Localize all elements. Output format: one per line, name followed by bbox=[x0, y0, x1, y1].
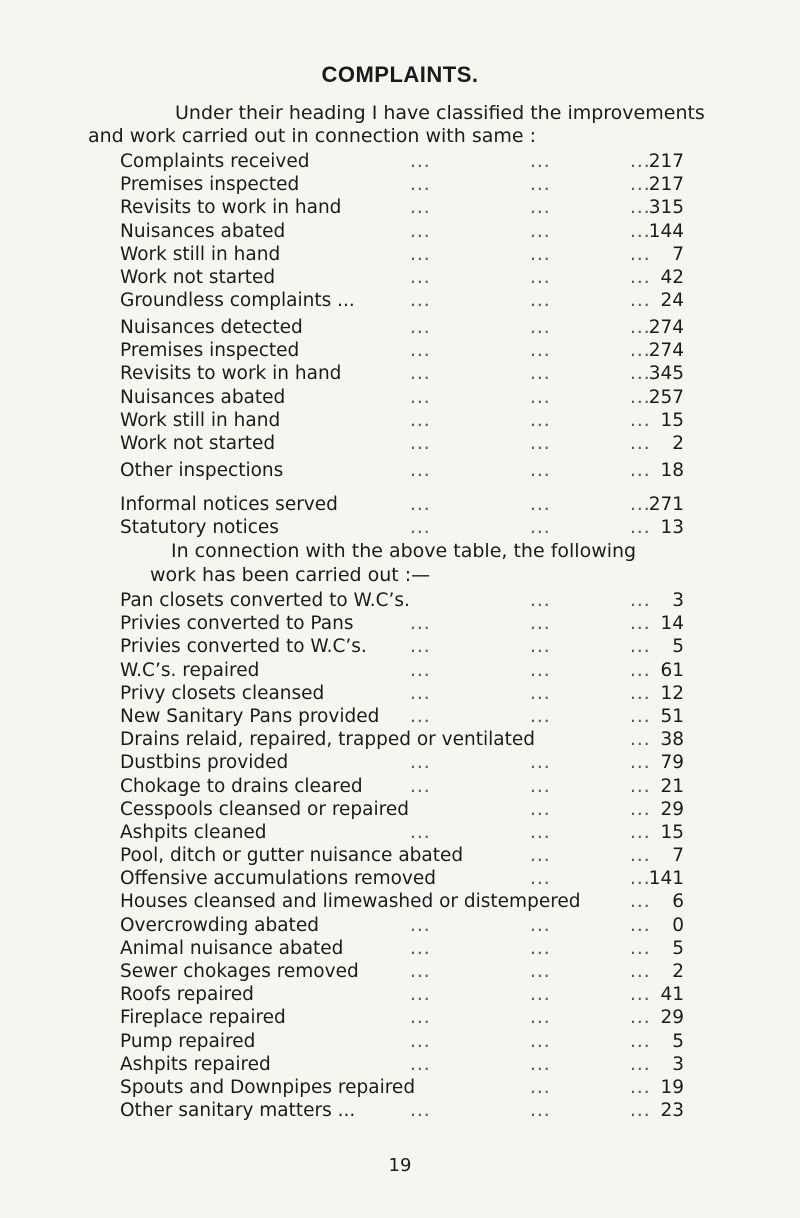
row-label: Privies converted to Pans bbox=[120, 613, 354, 635]
leader-dots: ... bbox=[530, 460, 551, 481]
row-label: Other inspections bbox=[120, 460, 284, 481]
leader-dots: ... bbox=[630, 386, 651, 408]
row-label: Other sanitary matters ... bbox=[120, 1100, 356, 1122]
row-value: 13 bbox=[660, 517, 684, 539]
row-label: Work not started bbox=[120, 266, 276, 288]
nuisances-list bbox=[120, 316, 684, 455]
leader-dots: ... bbox=[410, 432, 431, 454]
table-row bbox=[120, 751, 684, 774]
leader-dots: ... bbox=[530, 775, 551, 797]
row-label: Spouts and Downpipes repaired bbox=[120, 1076, 416, 1098]
leader-dots: ... bbox=[630, 1030, 651, 1052]
leader-dots: ... bbox=[630, 1007, 651, 1029]
row-label: Pool, ditch or gutter nuisance abated bbox=[120, 845, 464, 867]
row-label: Revisits to work in hand bbox=[120, 197, 342, 219]
leader-dots: ... bbox=[530, 798, 551, 820]
leader-dots: ... bbox=[410, 636, 431, 658]
leader-dots: ... bbox=[630, 914, 651, 936]
leader-dots: ... bbox=[630, 460, 651, 481]
leader-dots: ... bbox=[630, 868, 651, 890]
leader-dots: ... bbox=[630, 845, 651, 867]
leader-dots: ... bbox=[410, 151, 431, 172]
leader-dots: ... bbox=[630, 290, 651, 312]
leader-dots: ... bbox=[630, 340, 651, 362]
leader-dots: ... bbox=[530, 868, 551, 890]
leader-dots: ... bbox=[630, 891, 651, 913]
row-label: Work still in hand bbox=[120, 243, 281, 265]
table-row bbox=[120, 635, 684, 658]
leader-dots: ... bbox=[530, 937, 551, 959]
leader-dots: ... bbox=[410, 290, 431, 312]
row-value: 5 bbox=[672, 1030, 684, 1052]
table-row bbox=[120, 173, 684, 196]
leader-dots: ... bbox=[530, 914, 551, 936]
table-row bbox=[120, 775, 684, 798]
row-value: 141 bbox=[648, 868, 684, 890]
leader-dots: ... bbox=[410, 961, 431, 982]
row-value: 271 bbox=[648, 494, 684, 515]
leader-dots: ... bbox=[530, 517, 551, 539]
table-row bbox=[120, 821, 684, 844]
row-value: 19 bbox=[660, 1076, 684, 1098]
work-carried-out-list bbox=[120, 589, 684, 1122]
table-row bbox=[120, 612, 684, 635]
table-row bbox=[120, 1076, 684, 1099]
leader-dots: ... bbox=[630, 1076, 651, 1098]
row-label: Nuisances detected bbox=[120, 317, 303, 338]
leader-dots: ... bbox=[410, 1100, 431, 1122]
leader-dots: ... bbox=[530, 752, 551, 774]
row-label: Revisits to work in hand bbox=[120, 363, 342, 385]
leader-dots: ... bbox=[530, 317, 551, 338]
row-label: Privy closets cleansed bbox=[120, 682, 325, 704]
leader-dots: ... bbox=[410, 1053, 431, 1075]
leader-dots: ... bbox=[630, 636, 651, 658]
leader-dots: ... bbox=[630, 752, 651, 774]
table-row bbox=[120, 890, 684, 913]
row-label: Premises inspected bbox=[120, 174, 300, 196]
row-label: Chokage to drains cleared bbox=[120, 775, 363, 797]
table-row bbox=[120, 867, 684, 890]
row-value: 217 bbox=[648, 151, 684, 172]
row-value: 61 bbox=[660, 659, 684, 681]
row-label: Nuisances abated bbox=[120, 220, 286, 242]
leader-dots: ... bbox=[410, 659, 431, 681]
row-value: 38 bbox=[660, 729, 684, 751]
leader-dots: ... bbox=[410, 317, 431, 338]
row-label: Cesspools cleansed or repaired bbox=[120, 798, 409, 820]
leader-dots: ... bbox=[410, 494, 431, 515]
leader-dots: ... bbox=[410, 460, 431, 481]
leader-dots: ... bbox=[530, 197, 551, 219]
leader-dots: ... bbox=[630, 409, 651, 431]
table-row bbox=[120, 1030, 684, 1053]
table-row bbox=[120, 798, 684, 821]
table-row bbox=[120, 1053, 684, 1076]
leader-dots: ... bbox=[630, 937, 651, 959]
leader-dots: ... bbox=[630, 220, 651, 242]
row-value: 345 bbox=[648, 363, 684, 385]
row-value: 15 bbox=[660, 409, 684, 431]
row-value: 7 bbox=[672, 845, 684, 867]
table-row bbox=[120, 432, 684, 455]
intro-line-1: Under their heading I have classified the improvements bbox=[175, 102, 705, 124]
row-label: Offensive accumulations removed bbox=[120, 868, 436, 890]
row-label: Groundless complaints ... bbox=[120, 290, 355, 312]
table-row bbox=[120, 459, 684, 482]
leader-dots: ... bbox=[410, 1007, 431, 1029]
leader-dots: ... bbox=[630, 494, 651, 515]
row-label: Ashpits repaired bbox=[120, 1053, 271, 1075]
row-value: 6 bbox=[672, 891, 684, 913]
page-title: COMPLAINTS. bbox=[321, 62, 479, 87]
leader-dots: ... bbox=[530, 1100, 551, 1122]
leader-dots: ... bbox=[410, 1030, 431, 1052]
table-row bbox=[120, 196, 684, 219]
table-row bbox=[120, 289, 684, 312]
leader-dots: ... bbox=[630, 705, 651, 727]
row-value: 42 bbox=[660, 266, 684, 288]
leader-dots: ... bbox=[410, 937, 431, 959]
leader-dots: ... bbox=[630, 517, 651, 539]
leader-dots: ... bbox=[410, 682, 431, 704]
table-row bbox=[120, 844, 684, 867]
leader-dots: ... bbox=[410, 243, 431, 265]
row-value: 274 bbox=[648, 317, 684, 338]
table-row bbox=[120, 220, 684, 243]
table-row bbox=[120, 659, 684, 682]
table-row bbox=[120, 243, 684, 266]
leader-dots: ... bbox=[530, 494, 551, 515]
leader-dots: ... bbox=[410, 409, 431, 431]
leader-dots: ... bbox=[530, 363, 551, 385]
leader-dots: ... bbox=[530, 961, 551, 982]
leader-dots: ... bbox=[530, 340, 551, 362]
leader-dots: ... bbox=[530, 386, 551, 408]
row-label: Animal nuisance abated bbox=[120, 937, 344, 959]
leader-dots: ... bbox=[630, 197, 651, 219]
table-row bbox=[120, 150, 684, 173]
row-label: New Sanitary Pans provided bbox=[120, 705, 380, 727]
table-row bbox=[120, 682, 684, 705]
row-label: Fireplace repaired bbox=[120, 1007, 286, 1029]
leader-dots: ... bbox=[630, 1100, 651, 1122]
row-value: 274 bbox=[648, 340, 684, 362]
row-label: Nuisances abated bbox=[120, 386, 286, 408]
complaints-list bbox=[120, 150, 684, 312]
row-label: Work not started bbox=[120, 432, 276, 454]
leader-dots: ... bbox=[530, 705, 551, 727]
leader-dots: ... bbox=[630, 984, 651, 1006]
leader-dots: ... bbox=[630, 961, 651, 982]
table-row bbox=[120, 960, 684, 983]
leader-dots: ... bbox=[630, 613, 651, 635]
leader-dots: ... bbox=[410, 984, 431, 1006]
leader-dots: ... bbox=[410, 775, 431, 797]
leader-dots: ... bbox=[530, 1076, 551, 1098]
table-row bbox=[120, 266, 684, 289]
row-value: 29 bbox=[660, 1007, 684, 1029]
table-row bbox=[120, 589, 684, 612]
leader-dots: ... bbox=[530, 409, 551, 431]
leader-dots: ... bbox=[410, 613, 431, 635]
leader-dots: ... bbox=[410, 340, 431, 362]
row-label: Sewer chokages removed bbox=[120, 961, 359, 982]
row-label: W.C’s. repaired bbox=[120, 659, 260, 681]
leader-dots: ... bbox=[530, 1053, 551, 1075]
leader-dots: ... bbox=[410, 752, 431, 774]
intro-line-2: and work carried out in connection with same : bbox=[88, 125, 537, 147]
notices-list bbox=[120, 493, 684, 539]
table-row bbox=[120, 386, 684, 409]
leader-dots: ... bbox=[630, 659, 651, 681]
row-value: 3 bbox=[672, 590, 684, 611]
row-label: Informal notices served bbox=[120, 494, 338, 515]
row-label: Pump repaired bbox=[120, 1030, 256, 1052]
leader-dots: ... bbox=[530, 821, 551, 843]
leader-dots: ... bbox=[630, 243, 651, 265]
row-label: Work still in hand bbox=[120, 409, 281, 431]
row-label: Roofs repaired bbox=[120, 984, 254, 1006]
row-value: 12 bbox=[660, 682, 684, 704]
leader-dots: ... bbox=[530, 636, 551, 658]
row-value: 29 bbox=[660, 798, 684, 820]
row-value: 2 bbox=[672, 432, 684, 454]
table-row bbox=[120, 705, 684, 728]
leader-dots: ... bbox=[630, 151, 651, 172]
table-row bbox=[120, 728, 684, 751]
table-row bbox=[120, 409, 684, 432]
leader-dots: ... bbox=[530, 1030, 551, 1052]
row-value: 23 bbox=[660, 1100, 684, 1122]
row-value: 3 bbox=[672, 1053, 684, 1075]
row-value: 7 bbox=[672, 243, 684, 265]
leader-dots: ... bbox=[630, 266, 651, 288]
leader-dots: ... bbox=[530, 151, 551, 172]
leader-dots: ... bbox=[410, 821, 431, 843]
table-row bbox=[120, 983, 684, 1006]
row-label: Pan closets converted to W.C’s. bbox=[120, 590, 410, 611]
row-label: Houses cleansed and limewashed or distempered bbox=[120, 891, 581, 913]
leader-dots: ... bbox=[410, 386, 431, 408]
table-row bbox=[120, 914, 684, 937]
leader-dots: ... bbox=[410, 266, 431, 288]
row-value: 2 bbox=[672, 961, 684, 982]
leader-dots: ... bbox=[410, 363, 431, 385]
row-label: Privies converted to W.C’s. bbox=[120, 636, 367, 658]
leader-dots: ... bbox=[530, 590, 551, 611]
leader-dots: ... bbox=[410, 197, 431, 219]
table-row bbox=[120, 362, 684, 385]
leader-dots: ... bbox=[530, 682, 551, 704]
table-row bbox=[120, 1006, 684, 1029]
row-label: Dustbins provided bbox=[120, 752, 289, 774]
leader-dots: ... bbox=[530, 613, 551, 635]
row-value: 24 bbox=[660, 290, 684, 312]
row-value: 5 bbox=[672, 636, 684, 658]
leader-dots: ... bbox=[630, 432, 651, 454]
leader-dots: ... bbox=[530, 174, 551, 196]
table-row bbox=[120, 516, 684, 539]
leader-dots: ... bbox=[530, 432, 551, 454]
leader-dots: ... bbox=[530, 845, 551, 867]
row-label: Drains relaid, repaired, trapped or ventilated bbox=[120, 729, 535, 751]
leader-dots: ... bbox=[630, 1053, 651, 1075]
leader-dots: ... bbox=[530, 243, 551, 265]
leader-dots: ... bbox=[530, 1007, 551, 1029]
other-inspections-list bbox=[120, 459, 684, 482]
row-value: 217 bbox=[648, 174, 684, 196]
row-label: Complaints received bbox=[120, 151, 310, 172]
row-value: 21 bbox=[660, 775, 684, 797]
leader-dots: ... bbox=[530, 984, 551, 1006]
page-number: 19 bbox=[388, 1155, 412, 1176]
leader-dots: ... bbox=[530, 659, 551, 681]
table-row bbox=[120, 1099, 684, 1122]
connection-line-1: In connection with the above table, the following bbox=[171, 540, 637, 562]
row-label: Overcrowding abated bbox=[120, 914, 319, 936]
row-label: Ashpits cleaned bbox=[120, 821, 267, 843]
leader-dots: ... bbox=[410, 517, 431, 539]
row-value: 5 bbox=[672, 937, 684, 959]
connection-line-2: work has been carried out :— bbox=[150, 564, 431, 586]
table-row bbox=[120, 493, 684, 516]
leader-dots: ... bbox=[630, 682, 651, 704]
row-value: 144 bbox=[648, 220, 684, 242]
leader-dots: ... bbox=[630, 363, 651, 385]
leader-dots: ... bbox=[410, 220, 431, 242]
leader-dots: ... bbox=[530, 290, 551, 312]
leader-dots: ... bbox=[530, 266, 551, 288]
row-value: 315 bbox=[648, 197, 684, 219]
row-value: 0 bbox=[672, 914, 684, 936]
leader-dots: ... bbox=[630, 821, 651, 843]
row-value: 41 bbox=[660, 984, 684, 1006]
row-value: 79 bbox=[660, 752, 684, 774]
leader-dots: ... bbox=[630, 729, 651, 751]
row-label: Premises inspected bbox=[120, 340, 300, 362]
leader-dots: ... bbox=[530, 220, 551, 242]
row-value: 14 bbox=[660, 613, 684, 635]
leader-dots: ... bbox=[410, 174, 431, 196]
row-value: 15 bbox=[660, 821, 684, 843]
leader-dots: ... bbox=[630, 775, 651, 797]
leader-dots: ... bbox=[410, 705, 431, 727]
leader-dots: ... bbox=[410, 914, 431, 936]
row-value: 51 bbox=[660, 705, 684, 727]
table-row bbox=[120, 339, 684, 362]
row-value: 18 bbox=[660, 460, 684, 481]
table-row bbox=[120, 937, 684, 960]
leader-dots: ... bbox=[630, 590, 651, 611]
table-row bbox=[120, 316, 684, 339]
leader-dots: ... bbox=[630, 174, 651, 196]
row-value: 257 bbox=[648, 386, 684, 408]
leader-dots: ... bbox=[630, 317, 651, 338]
leader-dots: ... bbox=[630, 798, 651, 820]
row-label: Statutory notices bbox=[120, 517, 279, 539]
